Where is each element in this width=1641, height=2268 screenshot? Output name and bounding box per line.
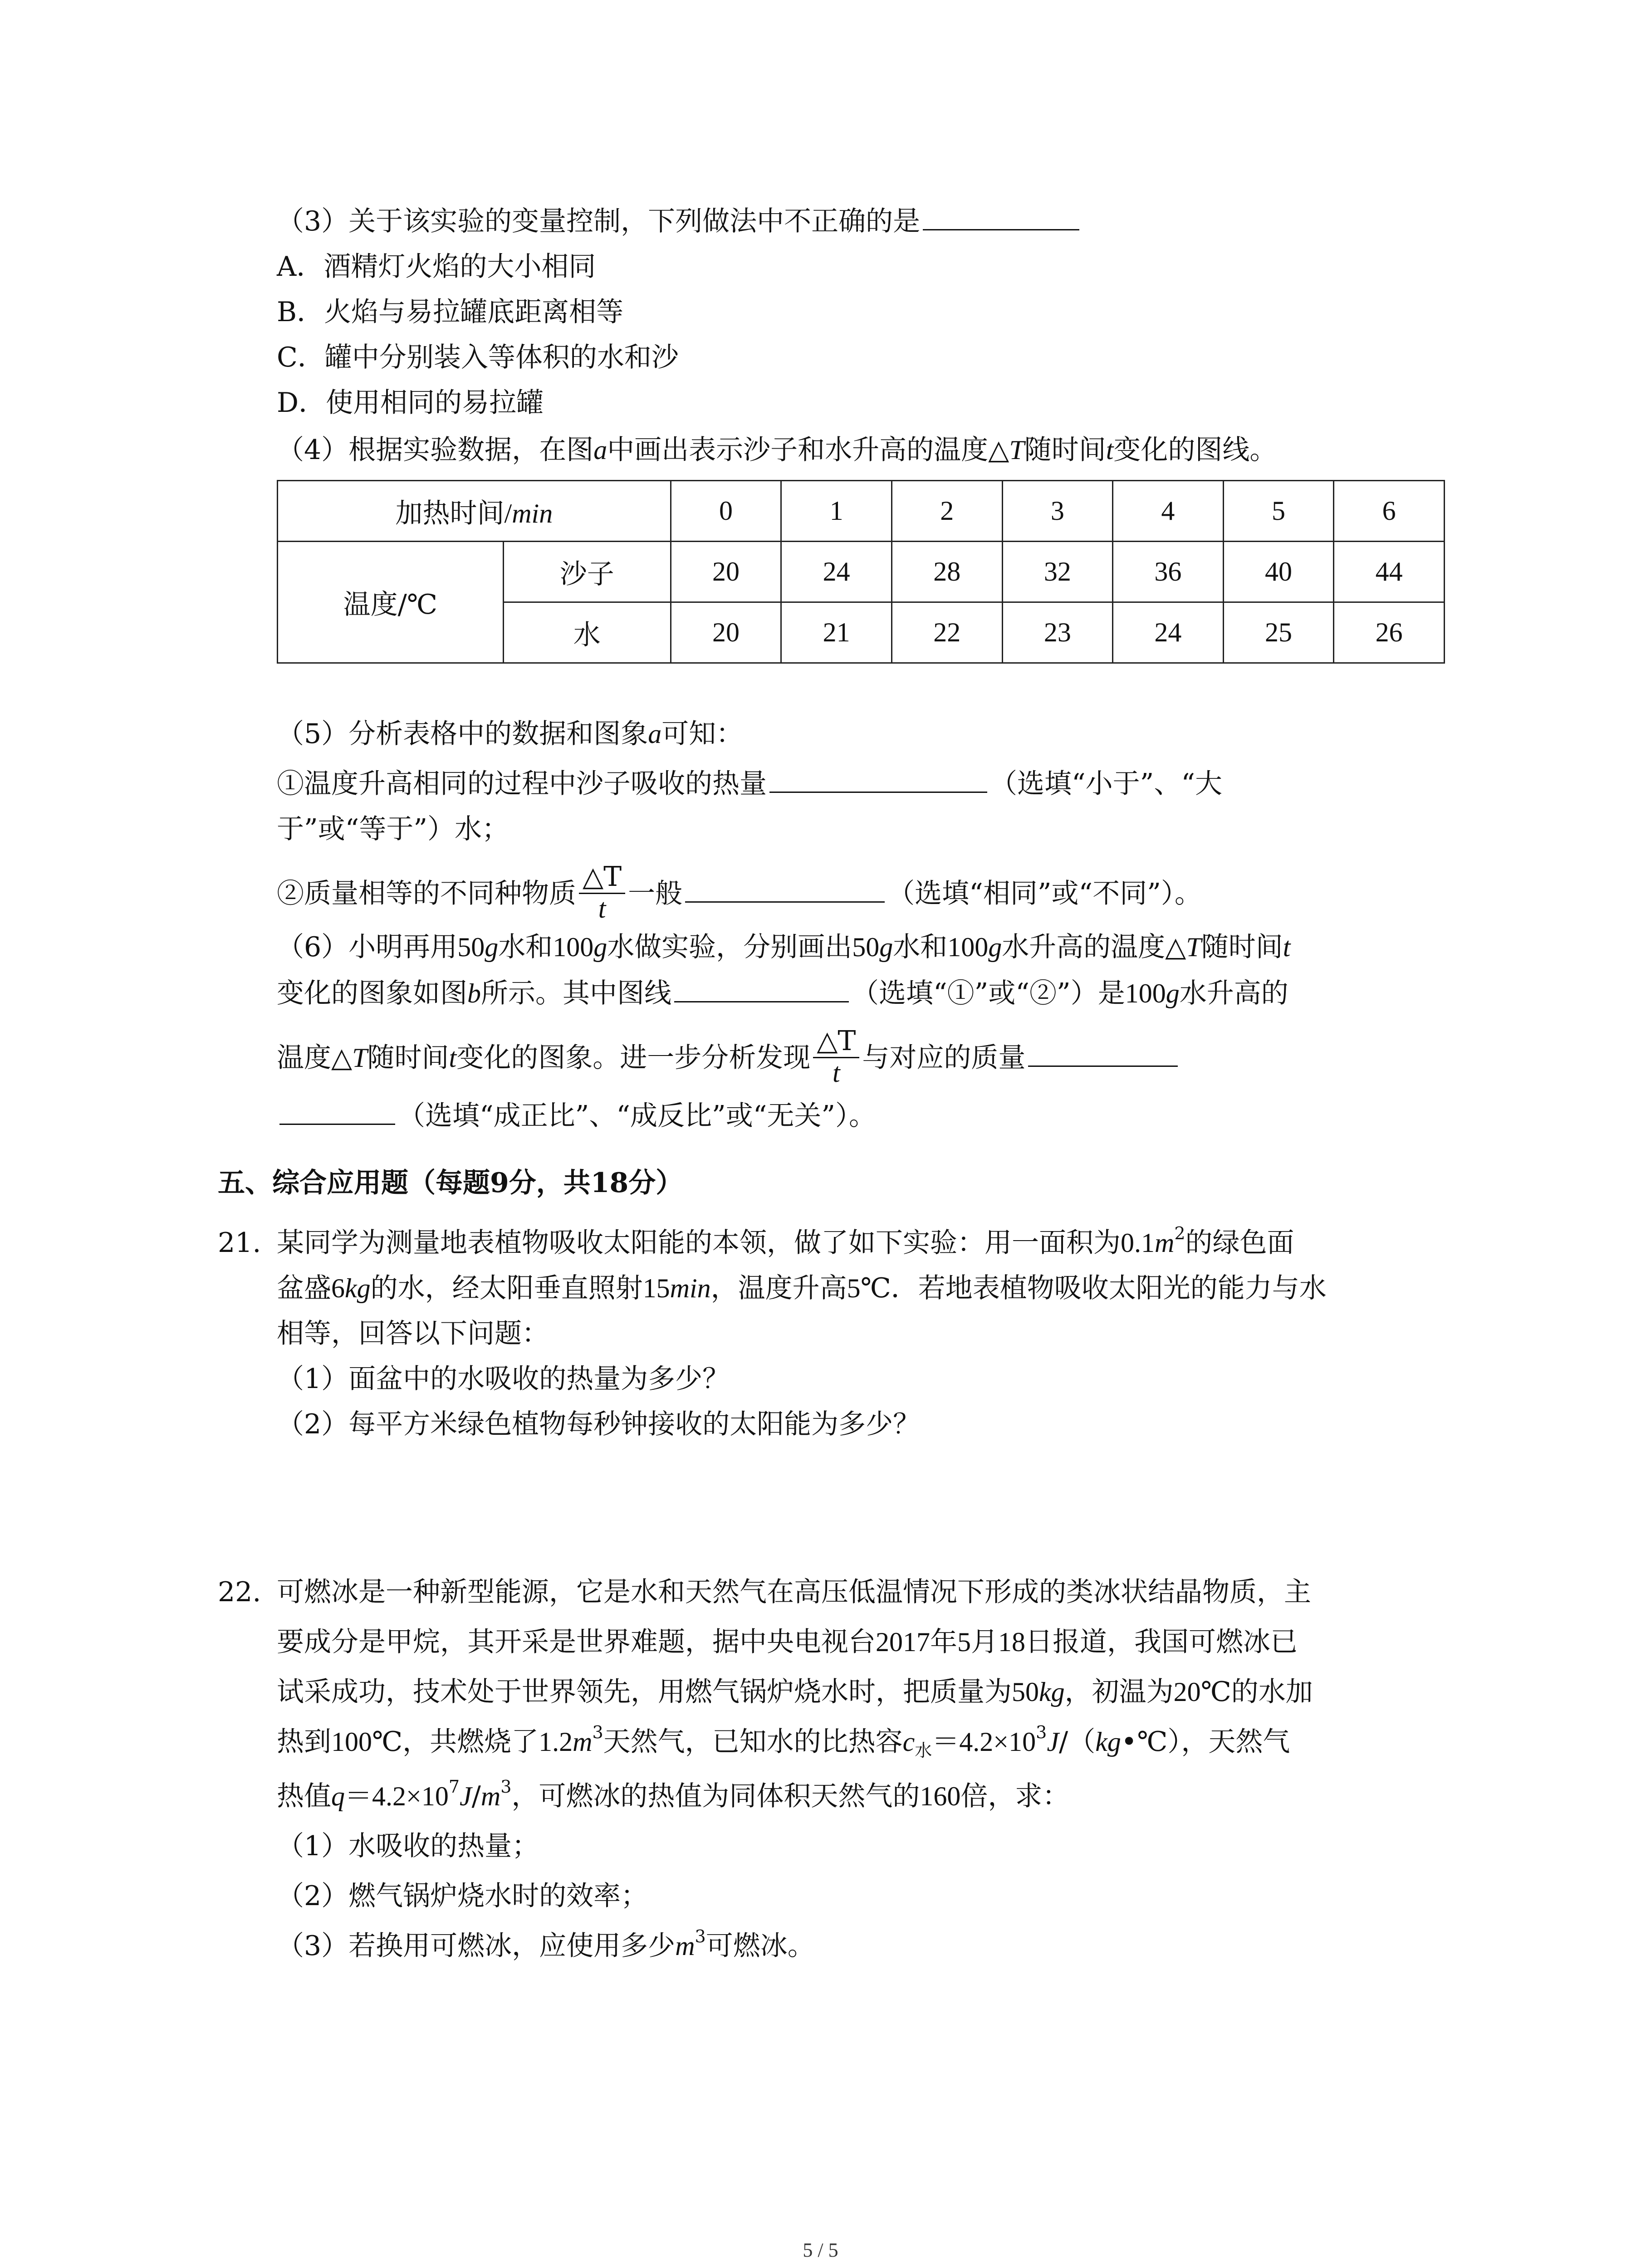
- table-row: [278, 481, 1445, 542]
- answer-blank: [1028, 1064, 1178, 1067]
- answer-blank: [279, 1122, 395, 1125]
- option-d: D．使用相同的易拉罐: [277, 387, 544, 419]
- fraction-delta-t-over-t: $\frac{\triangle T}{t}$: [813, 1025, 859, 1087]
- answer-blank: [923, 227, 1079, 230]
- table-cell: 22: [892, 602, 1002, 663]
- q22-line3: 试采成功，技术处于世界领先，用燃气锅炉烧水时，把质量为50kg，初温为20℃的水加: [277, 1676, 1313, 1708]
- q20-part5-item2: ②质量相等的不同种物质 $\frac{\triangle T}{t}$ 一般 （选填“相同”或“不同”）。: [277, 860, 1202, 924]
- q21-line3: 相等，回答以下问题：: [277, 1318, 549, 1349]
- q20-part5-item1: ①温度升高相同的过程中沙子吸收的热量 （选填“小于”、“大: [277, 768, 1223, 800]
- q22-number: 22.: [218, 1576, 261, 1608]
- table-cell: 2: [892, 481, 1002, 542]
- section-heading: 五、综合应用题（每题9分，共18分）: [218, 1167, 683, 1199]
- q22-sub3: （3）若换用可燃冰，应使用多少$m^3$可燃冰。: [277, 1926, 815, 1962]
- table-cell: 5: [1223, 481, 1334, 542]
- table-cell: 25: [1223, 602, 1334, 663]
- q22-line4: 热到100℃，共燃烧了$1.2m^3$天然气，已知水的比热容$c_水=4.2\times 10^3J/(kg•℃)$，天然气: [277, 1722, 1290, 1760]
- table-cell: 3: [1002, 481, 1113, 542]
- answer-blank: [769, 790, 987, 793]
- table-cell: 20: [671, 602, 781, 663]
- table-cell: 40: [1223, 542, 1334, 602]
- table-cell: 4: [1113, 481, 1224, 542]
- table-cell: 36: [1113, 542, 1224, 602]
- q20-part5-item1-cont: 于”或“等于”）水；: [277, 813, 509, 845]
- table-row: [278, 542, 1445, 602]
- q22-sub1: （1）水吸收的热量；: [277, 1830, 539, 1862]
- table-cell: 44: [1334, 542, 1445, 602]
- page-number: 5 / 5: [803, 2239, 838, 2261]
- option-b: B．火焰与易拉罐底距离相等: [277, 296, 624, 328]
- table-cell: 24: [1113, 602, 1224, 663]
- option-c: C．罐中分别装入等体积的水和沙: [277, 342, 679, 373]
- q21-sub1: （1）面盆中的水吸收的热量为多少？: [277, 1363, 730, 1395]
- table-cell: 6: [1334, 481, 1445, 542]
- q20-part3-stem: （3）关于该实验的变量控制，下列做法中不正确的是: [277, 203, 1082, 240]
- table-cell: 28: [892, 542, 1002, 602]
- q21-line1: 某同学为测量地表植物吸收太阳能的本领，做了如下实验：用一面积为$0.1m^2$的绿色面: [277, 1223, 1294, 1259]
- table-cell: 0: [671, 481, 781, 542]
- q20-part6-line4: （选填“成正比”、“成反比”或“无关”）。: [277, 1098, 876, 1134]
- table-label-water: 水: [503, 602, 671, 663]
- q20-part6-line2: 变化的图象如图b所示。其中图线 （选填“①”或“②”）是100g水升高的: [277, 978, 1288, 1009]
- table-cell: 20: [671, 542, 781, 602]
- q21-sub2: （2）每平方米绿色植物每秒钟接收的太阳能为多少？: [277, 1408, 921, 1440]
- answer-blank: [674, 999, 849, 1002]
- q22-sub2: （2）燃气锅炉烧水时的效率；: [277, 1880, 648, 1912]
- table-cell: 26: [1334, 602, 1445, 663]
- q20-part5-stem: （5）分析表格中的数据和图象a可知：: [277, 718, 744, 750]
- q22-line2: 要成分是甲烷，其开采是世界难题，据中央电视台2017年5月18日报道，我国可燃冰已: [277, 1626, 1298, 1658]
- q21-number: 21.: [218, 1227, 261, 1259]
- table-cell: 21: [781, 602, 892, 663]
- q22-line5: 热值$q=4.2\times 10^7J/m^3$，可燃冰的热值为同体积天然气的160倍，求：: [277, 1777, 1070, 1812]
- q20-part6-line3: 温度△T随时间t变化的图象。进一步分析发现 $\frac{\triangle T}{t}$ 与对应的质量: [277, 1026, 1181, 1091]
- option-a: A．酒精灯火焰的大小相同: [277, 251, 596, 283]
- q20-part4-stem: （4）根据实验数据，在图a中画出表示沙子和水升高的温度△T随时间t变化的图线。: [277, 434, 1277, 466]
- table-cell: 1: [781, 481, 892, 542]
- table-header-temperature: 温度/℃: [278, 542, 504, 663]
- q21-line2: 盆盛6kg的水，经太阳垂直照射15min，温度升高5℃．若地表植物吸收太阳光的能力与水: [277, 1272, 1327, 1304]
- table-cell: 24: [781, 542, 892, 602]
- experiment-data-table: [277, 480, 1445, 664]
- fraction-delta-t-over-t: $\frac{\triangle T}{t}$: [579, 861, 625, 923]
- table-label-sand: 沙子: [503, 542, 671, 602]
- q22-line1: 可燃冰是一种新型能源，它是水和天然气在高压低温情况下形成的类冰状结晶物质，主: [277, 1576, 1311, 1608]
- q20-part6-line1: （6）小明再用50g水和100g水做实验，分别画出50g水和100g水升高的温度△T随时间t: [277, 931, 1291, 963]
- table-cell: 32: [1002, 542, 1113, 602]
- table-cell: 23: [1002, 602, 1113, 663]
- table-header-time: 加热时间/min: [278, 481, 671, 542]
- answer-blank: [685, 899, 885, 903]
